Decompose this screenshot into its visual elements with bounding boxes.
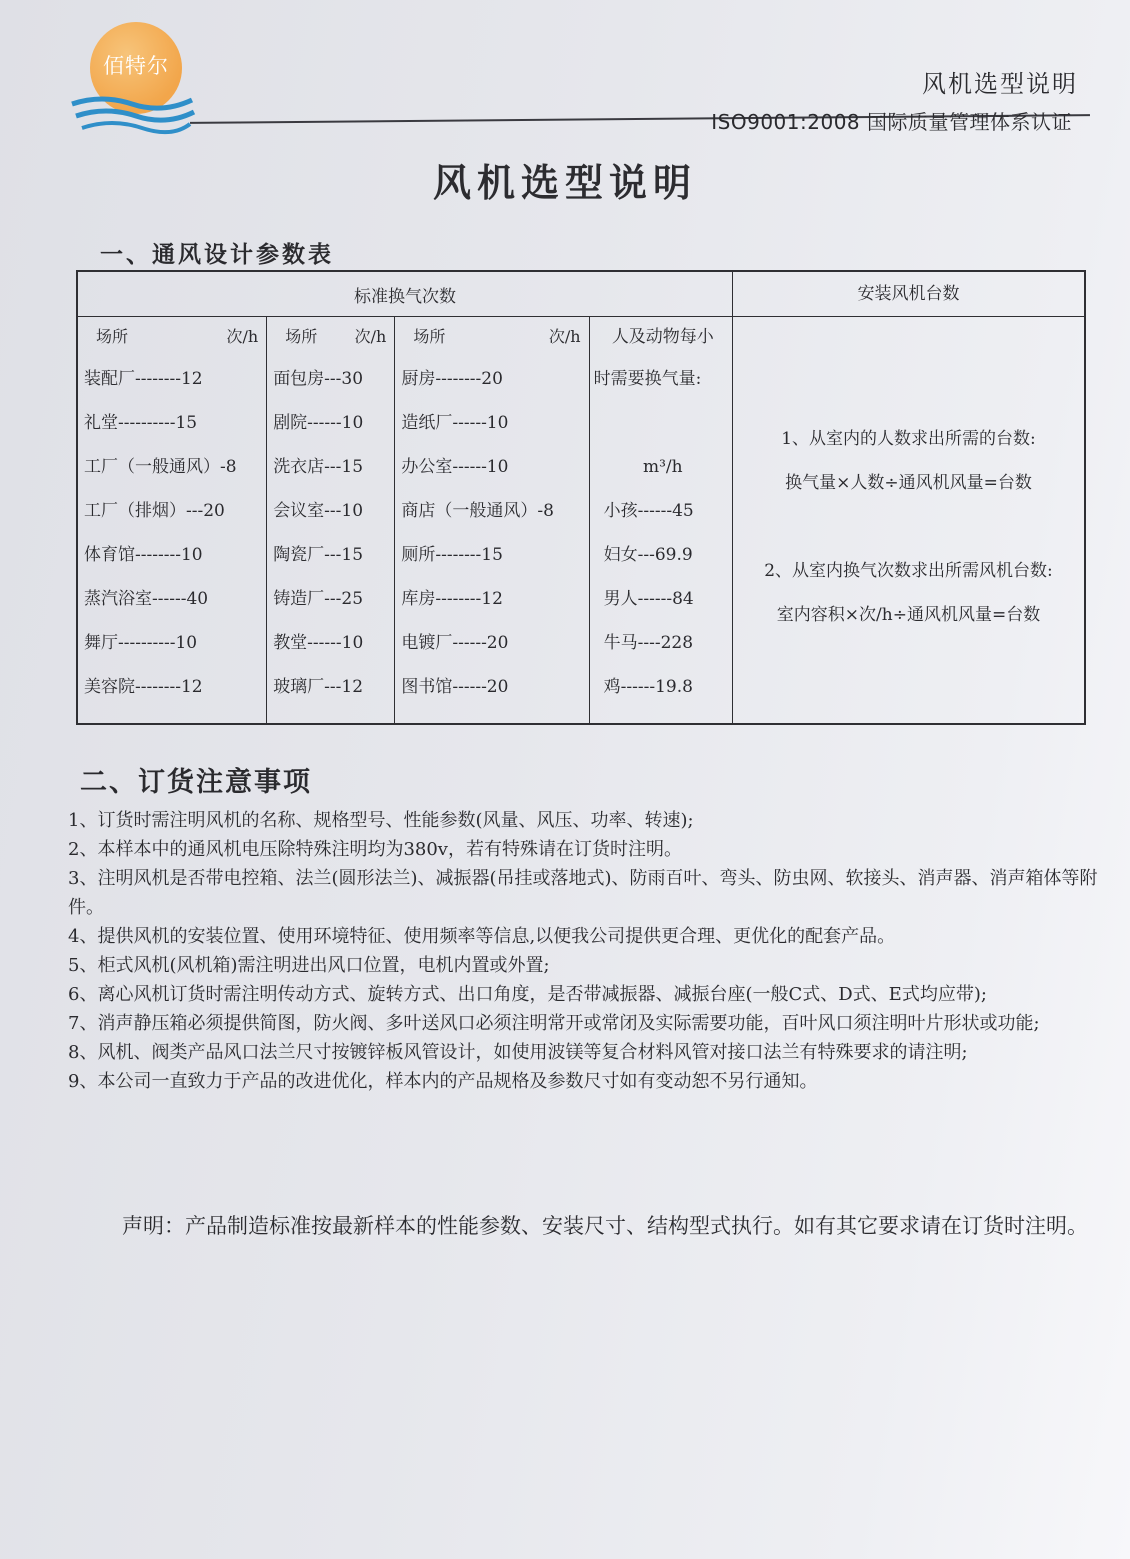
table-column-3 bbox=[395, 317, 589, 725]
column-head-unit: 次/h bbox=[548, 327, 581, 346]
section-heading-ventilation-parameters: 一、通风设计参数表 bbox=[100, 242, 334, 268]
column-head-unit: 次/h bbox=[354, 327, 387, 346]
company-logo bbox=[62, 12, 202, 142]
table-cell: 商店（一般通风）-8 bbox=[401, 501, 554, 521]
order-note: 4、提供风机的安装位置、使用环境特征、使用频率等信息,以便我公司提供更合理、更优化的配套产品。 bbox=[68, 926, 896, 947]
order-note: 5、柜式风机(风机箱)需注明进出风口位置，电机内置或外置; bbox=[68, 955, 550, 976]
table-cell: 剧院------10 bbox=[273, 413, 364, 433]
header-certification: ISO9001:2008 国际质量管理体系认证 bbox=[711, 110, 1072, 134]
table-column-1 bbox=[77, 317, 267, 725]
table-cell: 装配厂--------12 bbox=[84, 369, 203, 389]
table-cell: 工厂（一般通风）-8 bbox=[84, 457, 237, 477]
table-cell: 蒸汽浴室------40 bbox=[84, 589, 209, 609]
order-note: 1、订货时需注明风机的名称、规格型号、性能参数(风量、风压、功率、转速); bbox=[68, 810, 694, 831]
column-head-place: 场所 bbox=[285, 327, 318, 346]
section-heading-order-notes: 二、订货注意事项 bbox=[80, 767, 312, 798]
table-cell: 美容院--------12 bbox=[84, 677, 203, 697]
document-title: 风机选型说明 bbox=[432, 161, 697, 205]
table-cell: 图书馆------20 bbox=[401, 677, 509, 697]
table-cell: 教堂------10 bbox=[273, 633, 364, 653]
table-header-standard-air-changes: 标准换气次数 bbox=[77, 271, 733, 317]
table-cell: 库房--------12 bbox=[401, 589, 503, 609]
table-cell: 小孩------45 bbox=[603, 501, 694, 521]
install-formula-1: 换气量×人数÷通风机风量=台数 bbox=[785, 473, 1032, 493]
install-cell bbox=[733, 271, 1085, 724]
table-cell: 厨房--------20 bbox=[401, 369, 503, 389]
order-note: 3、注明风机是否带电控箱、法兰(圆形法兰)、减振器(吊挂或落地式)、防雨百叶、弯头、防虫网、软接头、消声器、消声箱体等附件。 bbox=[68, 868, 1098, 918]
table-cell: 厕所--------15 bbox=[401, 545, 503, 565]
table-cell: 舞厅----------10 bbox=[84, 633, 198, 653]
table-cell: 牛马----228 bbox=[603, 633, 694, 653]
order-note: 7、消声静压箱必须提供简图，防火阀、多叶送风口必须注明常开或常闭及实际需要功能，百叶风口须注明叶片形状或功能; bbox=[68, 1013, 1040, 1034]
table-header-install-fan-count: 安装风机台数 bbox=[733, 272, 1084, 317]
declaration: 声明：产品制造标准按最新样本的性能参数、安装尺寸、结构型式执行。如有其它要求请在订货时注明。 bbox=[122, 1214, 1088, 1238]
table-cell: 面包房---30 bbox=[273, 369, 364, 389]
logo-text: 佰特尔 bbox=[103, 54, 169, 78]
per-person-title-line2: 时需要换气量: bbox=[593, 369, 702, 389]
table-cell: 办公室------10 bbox=[401, 457, 509, 477]
per-person-title-line1: 人及动物每小 bbox=[611, 327, 714, 347]
install-method-2: 2、从室内换气次数求出所需风机台数: bbox=[764, 561, 1053, 581]
logo-wave-icon bbox=[62, 92, 202, 142]
order-notes-list bbox=[68, 806, 1108, 1096]
order-note: 2、本样本中的通风机电压除特殊注明均为380v，若有特殊请在订货时注明。 bbox=[68, 839, 682, 860]
table-cell: 电镀厂------20 bbox=[401, 633, 509, 653]
install-formula-2: 室内容积×次/h÷通风机风量=台数 bbox=[776, 605, 1041, 625]
column-head-unit: 次/h bbox=[226, 327, 259, 346]
ventilation-parameter-table bbox=[76, 270, 1086, 725]
table-cell: 会议室---10 bbox=[273, 501, 364, 521]
table-column-per-person bbox=[589, 317, 732, 725]
table-cell: 洗衣店---15 bbox=[273, 457, 364, 477]
per-person-unit: m³/h bbox=[643, 457, 683, 477]
table-cell: 妇女---69.9 bbox=[603, 545, 693, 565]
table-cell: 造纸厂------10 bbox=[401, 413, 509, 433]
table-cell: 陶瓷厂---15 bbox=[273, 545, 364, 565]
table-cell: 体育馆--------10 bbox=[84, 545, 203, 565]
table-column-2 bbox=[267, 317, 395, 725]
table-cell: 工厂（排烟）---20 bbox=[84, 501, 225, 521]
column-head-place: 场所 bbox=[96, 327, 129, 346]
order-note: 6、离心风机订货时需注明传动方式、旋转方式、出口角度，是否带减振器、减振台座(一般C式、D式、E式均应带); bbox=[68, 984, 987, 1005]
table-cell: 铸造厂---25 bbox=[273, 589, 364, 609]
order-note: 9、本公司一直致力于产品的改进优化，样本内的产品规格及参数尺寸如有变动恕不另行通知。 bbox=[68, 1071, 818, 1092]
table-cell: 鸡------19.8 bbox=[603, 677, 693, 697]
order-note: 8、风机、阀类产品风口法兰尺寸按镀锌板风管设计，如使用波镁等复合材料风管对接口法兰有特殊要求的请注明; bbox=[68, 1042, 968, 1063]
install-method-1: 1、从室内的人数求出所需的台数: bbox=[781, 429, 1036, 449]
header-title: 风机选型说明 bbox=[922, 70, 1078, 98]
column-head-place: 场所 bbox=[413, 327, 446, 346]
install-methods bbox=[733, 317, 1084, 637]
table-cell: 男人------84 bbox=[603, 589, 694, 609]
table-cell: 礼堂----------15 bbox=[84, 413, 198, 433]
table-cell: 玻璃厂---12 bbox=[273, 677, 364, 697]
